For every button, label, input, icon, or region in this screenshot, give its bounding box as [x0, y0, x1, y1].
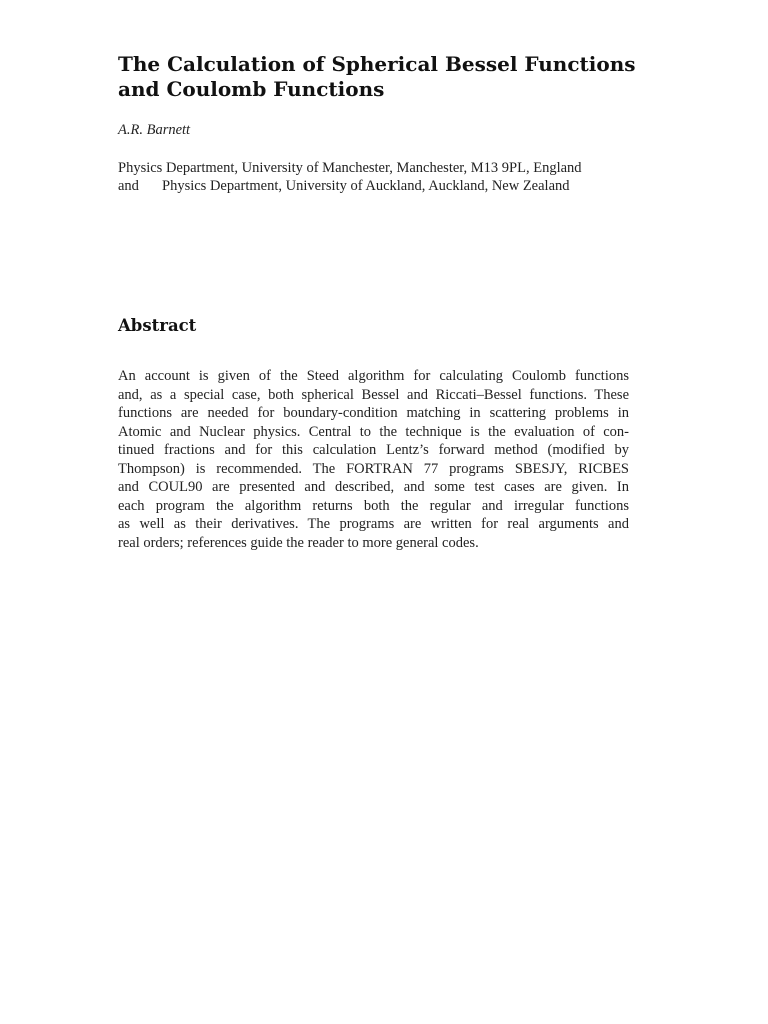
affiliation-conjunction: and: [118, 178, 139, 194]
abstract-line: as well as their derivatives. The programs are written for real arguments and: [118, 516, 629, 532]
abstract-line: tinued fractions and for this calculation Lentz’s forward method (modified by: [118, 442, 629, 458]
affiliation-auckland-text: Physics Department, University of Auckland, Auckland, New Zealand: [162, 178, 570, 194]
abstract-line: An account is given of the Steed algorithm for calculating Coulomb functions: [118, 368, 629, 384]
abstract-line: and COUL90 are presented and described, and some test cases are given. In: [118, 479, 629, 495]
title-line: and Coulomb Functions: [118, 77, 385, 101]
abstract-line: and, as a special case, both spherical Bessel and Riccati–Bessel functions. These: [118, 386, 629, 403]
abstract-heading: Abstract: [118, 316, 197, 335]
abstract-body: [118, 367, 629, 552]
title-line: The Calculation of Spherical Bessel Functions: [118, 52, 636, 76]
paper-title: [118, 52, 658, 102]
affiliation-auckland: [118, 177, 638, 195]
author-name: A.R. Barnett: [118, 122, 191, 138]
abstract-line: real orders; references guide the reader to more general codes.: [118, 534, 479, 551]
abstract-line: functions are needed for boundary-condition matching in scattering problems in: [118, 405, 629, 421]
affiliation-manchester: Physics Department, University of Manchester, Manchester, M13 9PL, England: [118, 160, 582, 176]
abstract-line: Atomic and Nuclear physics. Central to the technique is the evaluation of con-: [118, 423, 629, 440]
abstract-line: each program the algorithm returns both the regular and irregular functions: [118, 497, 629, 514]
abstract-line: Thompson) is recommended. The FORTRAN 77 programs SBESJY, RICBES: [118, 460, 629, 477]
